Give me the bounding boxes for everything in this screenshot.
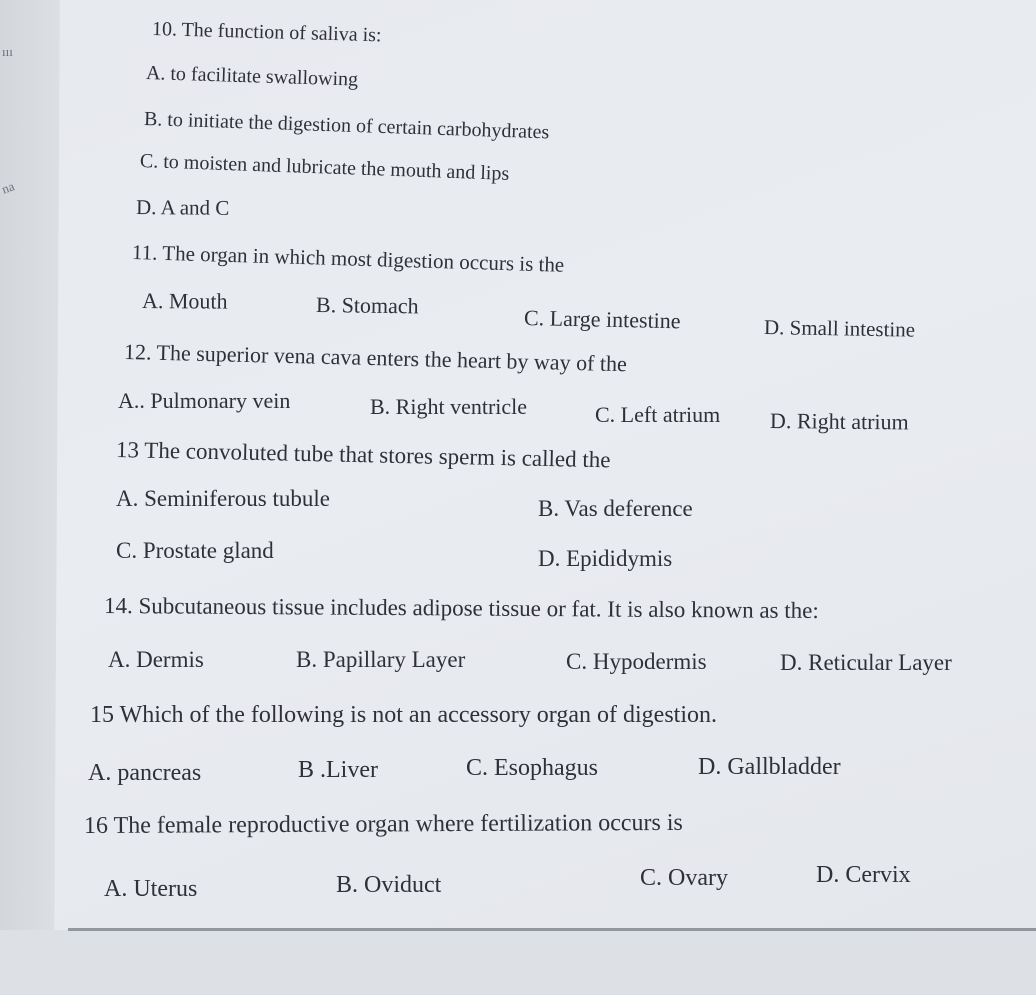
question-16-option-a: A. Uterus	[104, 876, 198, 902]
question-13-option-a: A. Seminiferous tubule	[116, 486, 330, 511]
question-13-stem: 13 The convoluted tube that stores sperm is called the	[115, 437, 611, 473]
question-15-option-b: B .Liver	[298, 757, 378, 783]
question-11-option-a: A. Mouth	[141, 288, 228, 314]
adjacent-page-edge	[0, 0, 60, 930]
question-11-option-d: D. Small intestine	[763, 315, 916, 342]
question-12-option-b: B. Right ventricle	[370, 394, 528, 419]
question-10-stem: 10. The function of saliva is:	[151, 18, 382, 47]
paper-bottom-edge	[68, 928, 1036, 931]
question-16-stem: 16 The female reproductive organ where fertilization occurs is	[83, 809, 683, 839]
question-12-option-a: A.. Pulmonary vein	[118, 388, 291, 413]
question-10-option-a: A. to facilitate swallowing	[145, 62, 359, 91]
question-11-option-b: B. Stomach	[315, 292, 419, 319]
question-12-option-c: C. Left atrium	[595, 402, 721, 427]
desk-surface	[0, 930, 1036, 995]
question-15-option-c: C. Esophagus	[466, 755, 598, 781]
question-12-option-d: D. Right atrium	[769, 408, 909, 435]
question-16-option-b: B. Oviduct	[336, 872, 442, 898]
question-12-stem: 12. The superior vena cava enters the heart by way of the	[123, 339, 628, 377]
question-14-option-d: D. Reticular Layer	[780, 650, 952, 675]
question-14-option-c: C. Hypodermis	[566, 649, 707, 674]
question-16-option-d: D. Cervix	[816, 862, 911, 888]
question-10-option-d: D. A and C	[135, 195, 230, 220]
question-16-option-c: C. Ovary	[640, 865, 728, 891]
question-13-option-d: D. Epididymis	[538, 546, 673, 571]
question-11-option-c: C. Large intestine	[523, 305, 681, 334]
question-13-option-c: C. Prostate gland	[116, 538, 274, 563]
question-15-option-a: A. pancreas	[88, 760, 202, 786]
edge-mark-top: ııı	[2, 44, 13, 59]
question-10-option-c: C. to moisten and lubricate the mouth and lips	[139, 150, 510, 185]
question-15-option-d: D. Gallbladder	[698, 754, 841, 780]
question-15-stem: 15 Which of the following is not an accessory organ of digestion.	[90, 702, 717, 728]
question-11-stem: 11. The organ in which most digestion occurs is the	[131, 240, 565, 277]
question-10-option-b: B. to initiate the digestion of certain carbohydrates	[143, 108, 550, 144]
question-14-option-a: A. Dermis	[108, 647, 204, 672]
question-13-option-b: B. Vas deference	[538, 496, 693, 521]
question-14-stem: 14. Subcutaneous tissue includes adipose tissue or fat. It is also known as the:	[103, 593, 819, 623]
question-14-option-b: B. Papillary Layer	[296, 647, 466, 672]
edge-mark-middle: na	[0, 178, 17, 197]
